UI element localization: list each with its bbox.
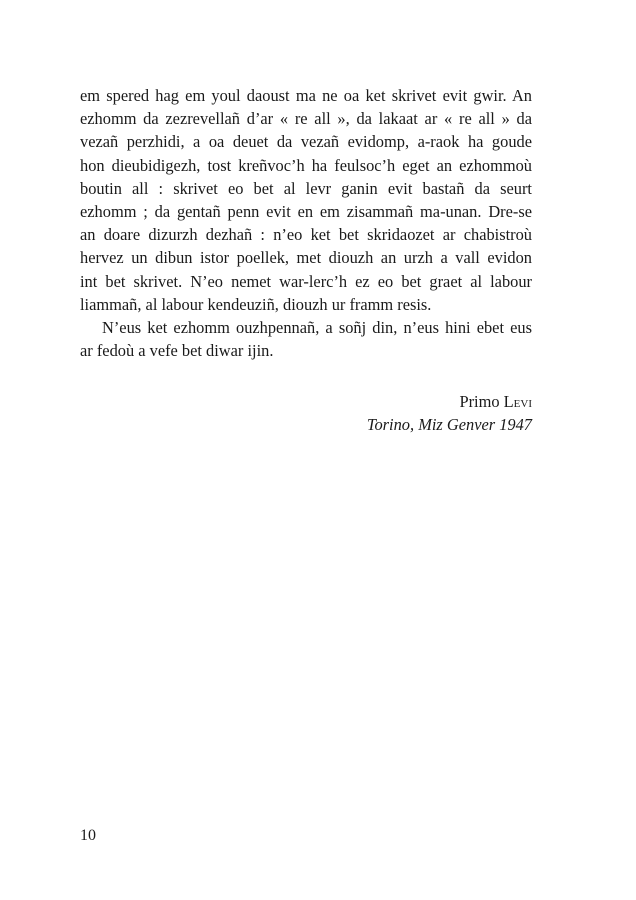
author-name (367, 390, 532, 413)
text-line: ezhomm ; da gentañ penn evit en em zisammañ ma-unan. Dre-se (80, 202, 532, 222)
body-text (80, 84, 532, 362)
author-last-name: Levi (503, 392, 532, 411)
text-line: vezañ perzhidi, a oa deuet da vezañ evidomp, a-raok ha goude (80, 132, 532, 152)
text-line: liammañ, al labour kendeuziñ, diouzh ur framm resis. (80, 294, 432, 314)
page-number: 10 (80, 827, 96, 844)
text-line: ezhomm da zezrevellañ d’ar « re all », da lakaat ar « re all » da (80, 109, 532, 129)
place-and-date: Torino, Miz Genver 1947 (366, 415, 532, 435)
text-line: N’eus ket ezhomm ouzhpennañ, a soñj din, n’eus hini ebet eus (102, 318, 532, 338)
author-first-name: Primo (459, 392, 500, 411)
text-line: int bet skrivet. N’eo nemet war-lerc’h ez eo bet graet al labour (80, 271, 532, 291)
signature-block (367, 390, 532, 436)
paragraph-1 (80, 84, 532, 316)
text-line: hon dieubidigezh, tost kreñvoc’h ha feulsoc’h eget an ezhommoù (80, 155, 532, 175)
text-line: hervez un dibun istor poellek, met diouzh an urzh a vall evidon (80, 248, 532, 268)
text-line: ar fedoù a vefe bet diwar ijin. (80, 341, 274, 361)
text-line: an doare dizurzh dezhañ : n’eo ket bet skridaozet ar chabistroù (80, 225, 532, 245)
text-line: em spered hag em youl daoust ma ne oa ket skrivet evit gwir. An (80, 86, 532, 105)
text-line: boutin all : skrivet eo bet al levr ganin evit bastañ da seurt (80, 178, 532, 198)
paragraph-2 (80, 316, 532, 362)
